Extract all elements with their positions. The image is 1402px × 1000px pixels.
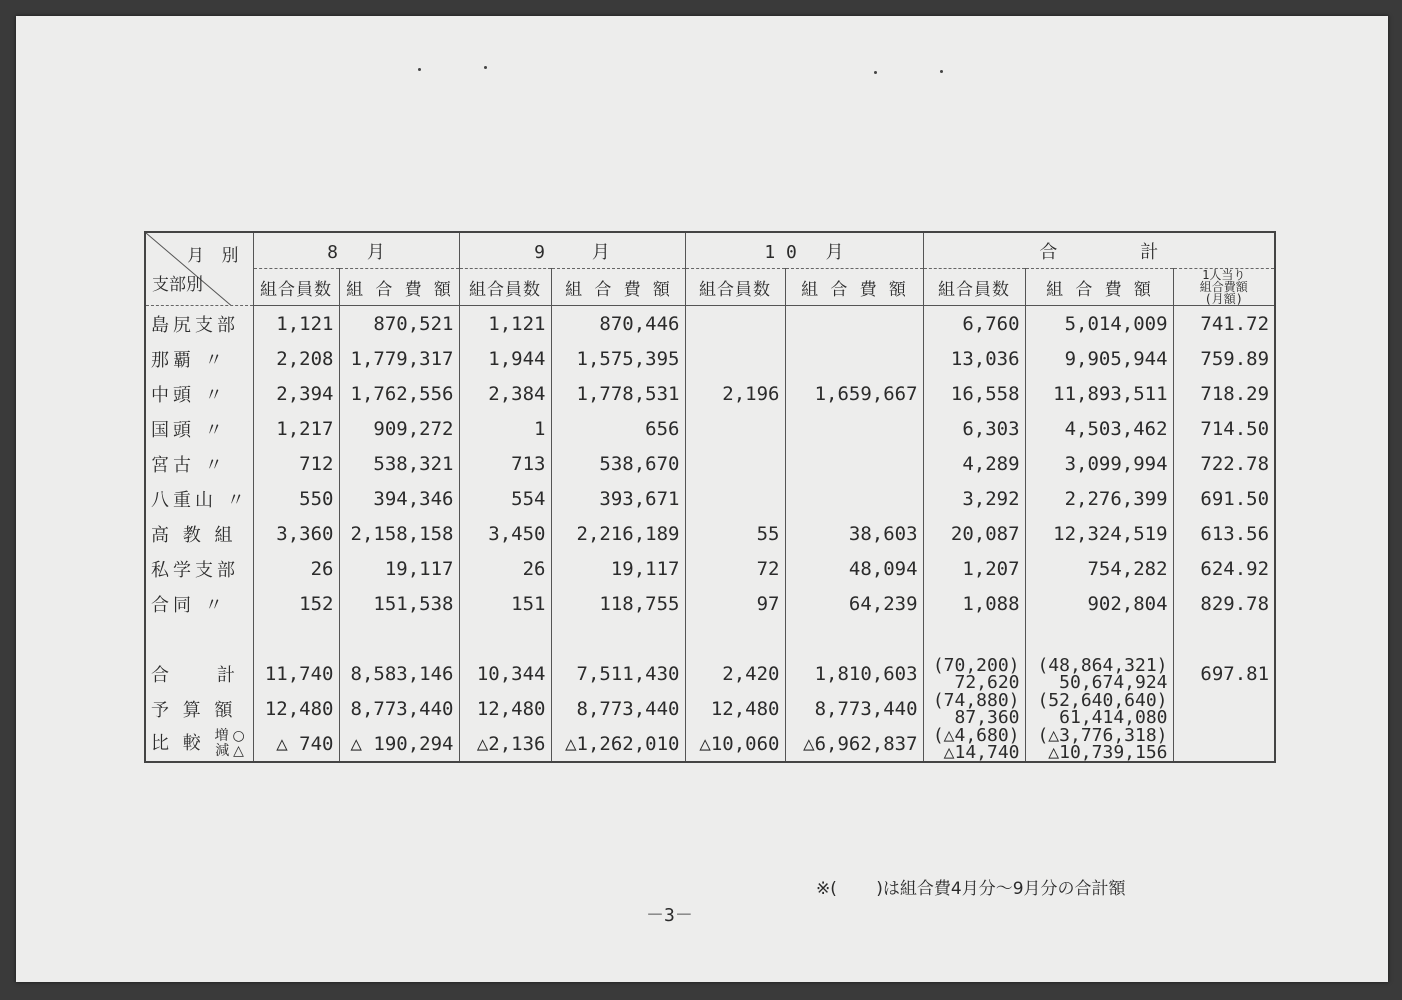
cell-total-members — [923, 656, 1025, 691]
cell-aug-fees: 1,779,317 — [339, 341, 459, 376]
cell-oct-members: △10,060 — [685, 726, 785, 762]
cell-per-person: 697.81 — [1173, 656, 1275, 691]
cell-sep-members: △2,136 — [459, 726, 551, 762]
cell-total-members: 4,289 — [923, 446, 1025, 481]
cell-oct-members: 12,480 — [685, 691, 785, 726]
paren-value: (△4,680) — [932, 726, 1020, 746]
cell-oct-members — [685, 481, 785, 516]
cell-total-members: 20,087 — [923, 516, 1025, 551]
cell-total-members: 6,760 — [923, 306, 1025, 342]
col-per-person — [1173, 269, 1275, 306]
value: 87,360 — [954, 706, 1020, 726]
cell-per-person: 829.78 — [1173, 586, 1275, 621]
cell-sep-fees: △1,262,010 — [551, 726, 685, 762]
punch-mark — [940, 70, 943, 73]
cell-aug-fees: 8,773,440 — [339, 691, 459, 726]
cell-oct-fees: 64,239 — [785, 586, 923, 621]
cell-oct-members: 55 — [685, 516, 785, 551]
document-sheet — [16, 16, 1388, 982]
cell-total-fees: 9,905,944 — [1025, 341, 1173, 376]
branch-name: 高 教 組 — [145, 516, 253, 551]
cell-aug-members: 2,394 — [253, 376, 339, 411]
cell-oct-fees: △6,962,837 — [785, 726, 923, 762]
branch-label: 支部別 — [152, 275, 203, 295]
cell-oct-members: 2,196 — [685, 376, 785, 411]
cell-total-members: 16,558 — [923, 376, 1025, 411]
cell-total-fees: 5,014,009 — [1025, 306, 1173, 342]
cell-total-fees — [1025, 691, 1173, 726]
cell-oct-members: 2,420 — [685, 656, 785, 691]
col-total-fees: 組 合 費 額 — [1025, 269, 1173, 306]
cell-per-person: 741.72 — [1173, 306, 1275, 342]
cell-total-members: 13,036 — [923, 341, 1025, 376]
header-september: 9 月 — [459, 232, 685, 269]
paren-value: (52,640,640) — [1037, 691, 1168, 711]
table-row — [145, 586, 1275, 621]
cell-per-person: 613.56 — [1173, 516, 1275, 551]
cell-total-members: 3,292 — [923, 481, 1025, 516]
cell-per-person: 624.92 — [1173, 551, 1275, 586]
table-row — [145, 481, 1275, 516]
paren-value: (△3,776,318) — [1037, 726, 1168, 746]
cell-aug-members: 12,480 — [253, 691, 339, 726]
cell-oct-fees: 48,094 — [785, 551, 923, 586]
col-oct-members: 組合員数 — [685, 269, 785, 306]
punch-mark — [418, 68, 421, 71]
cell-sep-fees: 538,670 — [551, 446, 685, 481]
comparison-row — [145, 726, 1275, 762]
value: 72,620 — [954, 671, 1020, 691]
cell-oct-fees — [785, 341, 923, 376]
table-row — [145, 376, 1275, 411]
cell-aug-fees: 870,521 — [339, 306, 459, 342]
value: 50,674,924 — [1059, 671, 1168, 691]
punch-mark — [484, 66, 487, 69]
cell-aug-members: 1,121 — [253, 306, 339, 342]
comparison-label — [145, 726, 253, 762]
cell-total-members: 6,303 — [923, 411, 1025, 446]
table-row — [145, 341, 1275, 376]
value: △10,739,156 — [1048, 741, 1168, 762]
cell-sep-fees: 1,778,531 — [551, 376, 685, 411]
cell-oct-fees — [785, 411, 923, 446]
cell-sep-members: 713 — [459, 446, 551, 481]
cell-sep-fees: 19,117 — [551, 551, 685, 586]
cell-aug-fees: 1,762,556 — [339, 376, 459, 411]
total-label: 合 計 — [145, 656, 253, 691]
cell-per-person: 691.50 — [1173, 481, 1275, 516]
cell-total-members: 1,207 — [923, 551, 1025, 586]
per-person-line: 組合費額 — [1199, 280, 1248, 294]
comparison-label-text: 比 較 — [151, 732, 205, 754]
header-row-columns — [145, 269, 1275, 306]
cell-sep-members: 3,450 — [459, 516, 551, 551]
branch-name: 宮古 〃 — [145, 446, 253, 481]
cell-sep-fees: 870,446 — [551, 306, 685, 342]
table-row — [145, 306, 1275, 342]
branch-name: 中頭 〃 — [145, 376, 253, 411]
header-row-months — [145, 232, 1275, 269]
cell-total-members — [923, 726, 1025, 762]
cell-oct-members — [685, 411, 785, 446]
col-oct-fees: 組 合 費 額 — [785, 269, 923, 306]
cell-total-fees: 11,893,511 — [1025, 376, 1173, 411]
spacer-row — [145, 621, 1275, 656]
cell-sep-fees: 656 — [551, 411, 685, 446]
branch-name: 国頭 〃 — [145, 411, 253, 446]
per-person-line: 1人当り — [1202, 268, 1246, 282]
cell-aug-members: △ 740 — [253, 726, 339, 762]
cell-sep-fees: 118,755 — [551, 586, 685, 621]
table-row — [145, 551, 1275, 586]
cell-per-person: 759.89 — [1173, 341, 1275, 376]
cell-aug-members: 152 — [253, 586, 339, 621]
increase-label: 増○ — [214, 727, 249, 744]
cell-oct-fees: 8,773,440 — [785, 691, 923, 726]
cell-per-person: 714.50 — [1173, 411, 1275, 446]
cell-oct-fees: 38,603 — [785, 516, 923, 551]
col-aug-members: 組合員数 — [253, 269, 339, 306]
cell-per-person — [1173, 691, 1275, 726]
inc-dec-label — [214, 729, 248, 759]
cell-oct-members: 72 — [685, 551, 785, 586]
cell-sep-fees: 7,511,430 — [551, 656, 685, 691]
branch-name: 島尻支部 — [145, 306, 253, 342]
branch-name: 合同 〃 — [145, 586, 253, 621]
budget-label: 予 算 額 — [145, 691, 253, 726]
cell-aug-members: 26 — [253, 551, 339, 586]
header-total: 合 計 — [923, 232, 1275, 269]
cell-sep-fees: 2,216,189 — [551, 516, 685, 551]
cell-aug-members: 1,217 — [253, 411, 339, 446]
total-row — [145, 656, 1275, 691]
budget-row — [145, 691, 1275, 726]
table-row — [145, 516, 1275, 551]
cell-total-fees: 902,804 — [1025, 586, 1173, 621]
cell-total-fees — [1025, 726, 1173, 762]
cell-aug-fees: 2,158,158 — [339, 516, 459, 551]
branch-name: 八重山 〃 — [145, 481, 253, 516]
cell-sep-fees: 1,575,395 — [551, 341, 685, 376]
cell-oct-members — [685, 446, 785, 481]
cell-oct-fees — [785, 481, 923, 516]
cell-total-fees: 754,282 — [1025, 551, 1173, 586]
cell-sep-members: 2,384 — [459, 376, 551, 411]
cell-aug-members: 3,360 — [253, 516, 339, 551]
cell-sep-members: 1,944 — [459, 341, 551, 376]
cell-aug-fees: 19,117 — [339, 551, 459, 586]
paren-value: (70,200) — [932, 656, 1020, 676]
cell-oct-fees — [785, 306, 923, 342]
cell-aug-fees: 909,272 — [339, 411, 459, 446]
data-rows — [145, 306, 1275, 622]
footnote: ※( )は組合費4月分～9月分の合計額 — [816, 879, 1126, 899]
cell-aug-fees: 8,583,146 — [339, 656, 459, 691]
cell-aug-members: 712 — [253, 446, 339, 481]
cell-sep-members: 10,344 — [459, 656, 551, 691]
per-person-line: (月額) — [1204, 292, 1243, 306]
union-fee-table — [144, 231, 1276, 763]
cell-sep-fees: 8,773,440 — [551, 691, 685, 726]
cell-total-fees — [1025, 656, 1173, 691]
cell-total-fees: 2,276,399 — [1025, 481, 1173, 516]
month-label: 月 別 — [187, 246, 245, 266]
col-sep-fees: 組 合 費 額 — [551, 269, 685, 306]
cell-sep-fees: 393,671 — [551, 481, 685, 516]
punch-mark — [874, 71, 877, 74]
cell-oct-members — [685, 306, 785, 342]
table-row — [145, 446, 1275, 481]
branch-name: 那覇 〃 — [145, 341, 253, 376]
cell-oct-fees — [785, 446, 923, 481]
cell-sep-members: 26 — [459, 551, 551, 586]
cell-oct-fees: 1,810,603 — [785, 656, 923, 691]
cell-oct-fees: 1,659,667 — [785, 376, 923, 411]
paren-value: (74,880) — [932, 691, 1020, 711]
cell-aug-fees: 394,346 — [339, 481, 459, 516]
cell-sep-members: 554 — [459, 481, 551, 516]
cell-total-members — [923, 691, 1025, 726]
decrease-label: 減△ — [215, 742, 248, 759]
cell-aug-fees: △ 190,294 — [339, 726, 459, 762]
cell-sep-members: 151 — [459, 586, 551, 621]
cell-total-fees: 4,503,462 — [1025, 411, 1173, 446]
table-row — [145, 411, 1275, 446]
col-total-members: 組合員数 — [923, 269, 1025, 306]
page-number: －3－ — [646, 905, 693, 926]
cell-per-person: 722.78 — [1173, 446, 1275, 481]
header-august: 8 月 — [253, 232, 459, 269]
cell-aug-fees: 538,321 — [339, 446, 459, 481]
branch-name: 私学支部 — [145, 551, 253, 586]
cell-total-members: 1,088 — [923, 586, 1025, 621]
value: 61,414,080 — [1059, 706, 1168, 726]
col-aug-fees: 組 合 費 額 — [339, 269, 459, 306]
paren-value: (48,864,321) — [1037, 656, 1168, 676]
cell-sep-members: 1 — [459, 411, 551, 446]
value: △14,740 — [943, 741, 1020, 762]
cell-oct-members — [685, 341, 785, 376]
cell-per-person: 718.29 — [1173, 376, 1275, 411]
cell-sep-members: 12,480 — [459, 691, 551, 726]
header-october: 1 0 月 — [685, 232, 923, 269]
cell-oct-members: 97 — [685, 586, 785, 621]
cell-total-fees: 3,099,994 — [1025, 446, 1173, 481]
cell-aug-members: 550 — [253, 481, 339, 516]
cell-aug-fees: 151,538 — [339, 586, 459, 621]
col-sep-members: 組合員数 — [459, 269, 551, 306]
cell-total-fees: 12,324,519 — [1025, 516, 1173, 551]
corner-header — [145, 232, 253, 306]
cell-per-person — [1173, 726, 1275, 762]
cell-aug-members: 2,208 — [253, 341, 339, 376]
cell-sep-members: 1,121 — [459, 306, 551, 342]
cell-aug-members: 11,740 — [253, 656, 339, 691]
